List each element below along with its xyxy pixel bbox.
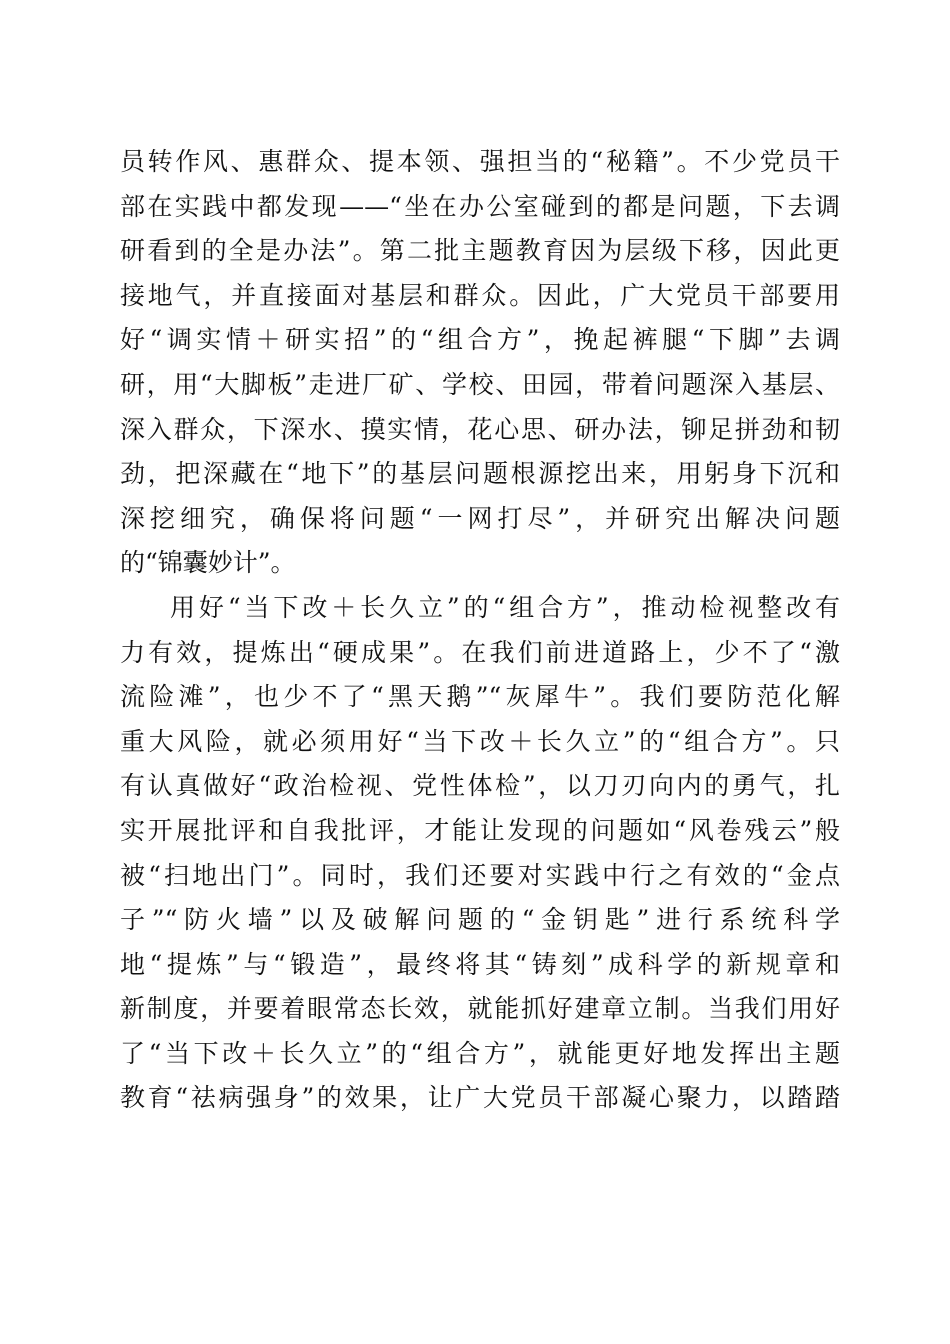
text-line: 好“调实情＋研实招”的“组合方”，挽起裤腿“下脚”去调	[120, 325, 840, 355]
text-line: 了“当下改＋长久立”的“组合方”，就能更好地发挥出主题	[120, 1038, 840, 1068]
text-line: 用好“当下改＋长久立”的“组合方”，推动检视整改有	[170, 592, 840, 622]
text-line: 的“锦囊妙计”。	[120, 548, 296, 578]
text-line: 教育“祛病强身”的效果，让广大党员干部凝心聚力，以踏踏	[120, 1083, 840, 1113]
text-line: 劲，把深藏在“地下”的基层问题根源挖出来，用躬身下沉和	[120, 459, 840, 489]
text-line: 子”“防火墙”以及破解问题的“金钥匙”进行系统科学	[120, 905, 840, 935]
text-line: 力有效，提炼出“硬成果”。在我们前进道路上，少不了“激	[120, 637, 840, 667]
text-line: 员转作风、惠群众、提本领、强担当的“秘籍”。不少党员干	[120, 147, 840, 176]
text-line: 研，用“大脚板”走进厂矿、学校、田园，带着问题深入基层、	[120, 369, 840, 399]
text-line: 重大风险，就必须用好“当下改＋长久立”的“组合方”。只	[120, 726, 840, 756]
paragraph-1	[120, 140, 840, 586]
text-line: 流险滩”，也少不了“黑天鹅”“灰犀牛”。我们要防范化解	[120, 682, 840, 712]
text-line: 深挖细究，确保将问题“一网打尽”，并研究出解决问题	[120, 503, 840, 533]
text-line: 接地气，并直接面对基层和群众。因此，广大党员干部要用	[120, 280, 840, 310]
text-line: 新制度，并要着眼常态长效，就能抓好建章立制。当我们用好	[120, 994, 840, 1024]
text-line: 深入群众，下深水、摸实情，花心思、研办法，铆足拼劲和韧	[120, 414, 840, 444]
text-line: 研看到的全是办法”。第二批主题教育因为层级下移，因此更	[120, 236, 840, 266]
text-line: 实开展批评和自我批评，才能让发现的问题如“风卷残云”般	[120, 815, 840, 845]
text-line: 有认真做好“政治检视、党性体检”，以刀刃向内的勇气，扎	[120, 771, 840, 801]
text-line: 部在实践中都发现——“坐在办公室碰到的都是问题，下去调	[120, 191, 840, 221]
paragraph-2	[120, 586, 840, 1121]
text-line: 地“提炼”与“锻造”，最终将其“铸刻”成科学的新规章和	[120, 949, 840, 979]
body-text	[120, 140, 840, 1121]
text-line: 被“扫地出门”。同时，我们还要对实践中行之有效的“金点	[120, 860, 840, 890]
